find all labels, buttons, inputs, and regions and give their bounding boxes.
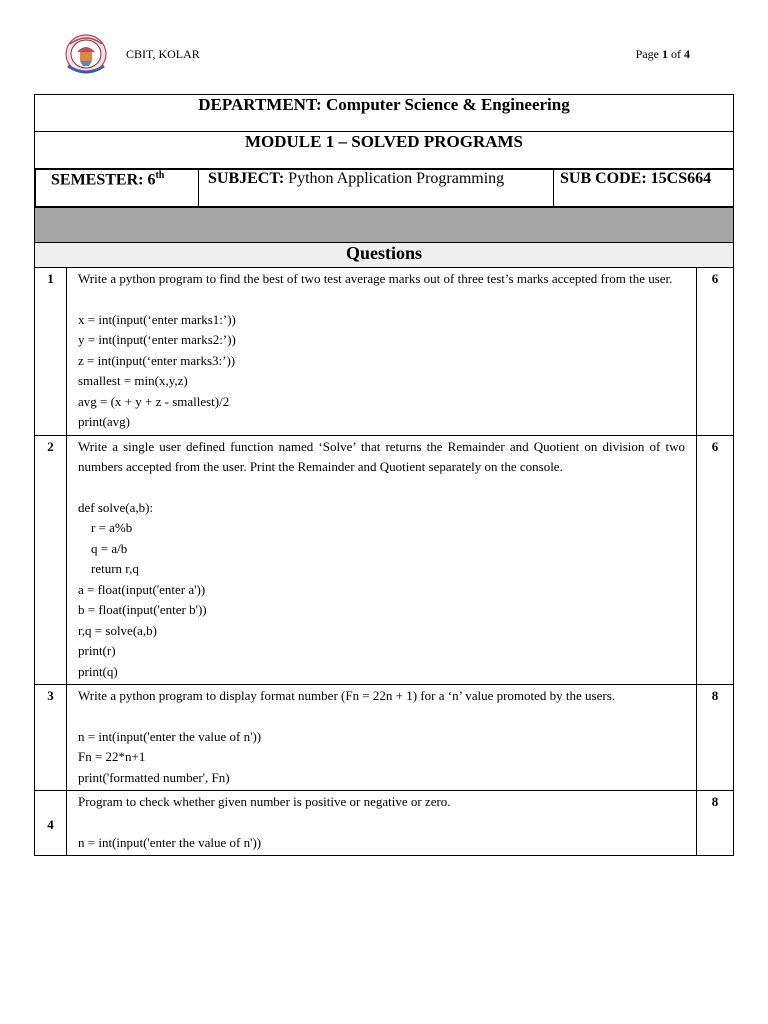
code-line: b = float(input('enter b')) — [78, 602, 207, 617]
code-line: print(q) — [78, 663, 118, 679]
question-marks: 8 — [696, 791, 733, 856]
code-line: n = int(input('enter the value of n')) — [78, 834, 262, 850]
code-line: r = a%b — [78, 520, 133, 535]
code-line: print(avg) — [78, 414, 130, 429]
code-block — [78, 498, 685, 683]
code-line: print(r) — [78, 643, 116, 658]
module-row — [35, 132, 734, 169]
question-body — [67, 268, 697, 436]
question-row-2 — [35, 435, 734, 685]
subcode-cell: SUB CODE: 15CS664 — [554, 170, 734, 207]
question-text: Write a single user defined function named ‘Solve’ that returns the Remainder and Quotient on division of two numbers accepted from the user. Print the Remainder and Quotient separately on the console. — [78, 438, 685, 474]
page-number: Page 1 of 4 — [635, 47, 690, 61]
question-marks: 6 — [696, 268, 733, 436]
question-number: 1 — [35, 268, 67, 436]
code-line: r,q = solve(a,b) — [78, 622, 158, 638]
code-line: print('formatted number', Fn) — [78, 769, 230, 785]
college-name: CBIT, KOLAR — [126, 47, 200, 61]
code-line: n = int(input('enter the value of n')) — [78, 728, 262, 744]
code-line: a = float(input('enter a')) — [78, 581, 206, 597]
question-row-4 — [35, 791, 734, 856]
code-line: avg = (x + y + z - smallest)/2 — [78, 393, 230, 409]
course-info-row — [35, 169, 734, 208]
department-row — [35, 95, 734, 132]
questions-heading-row — [35, 243, 734, 268]
code-block — [78, 833, 685, 854]
department-title: DEPARTMENT: Computer Science & Engineering — [35, 95, 734, 132]
code-line: y = int(input(‘enter marks2:’)) — [78, 332, 236, 347]
code-block — [78, 310, 685, 433]
questions-heading: Questions — [35, 243, 734, 268]
question-marks: 6 — [696, 435, 733, 685]
code-block — [78, 727, 685, 789]
question-text: Program to check whether given number is positive or negative or zero. — [78, 794, 451, 809]
college-emblem-icon — [58, 30, 114, 80]
code-line: q = a/b — [78, 540, 128, 556]
module-title: MODULE 1 – SOLVED PROGRAMS — [35, 132, 734, 169]
question-number: 3 — [35, 685, 67, 791]
question-body — [67, 685, 697, 791]
question-row-1 — [35, 268, 734, 436]
code-line: smallest = min(x,y,z) — [78, 373, 188, 388]
code-line: Fn = 22*n+1 — [78, 749, 146, 764]
shaded-separator-row — [35, 208, 734, 243]
semester-cell: SEMESTER: 6th — [36, 170, 199, 207]
code-line: def solve(a,b): — [78, 499, 154, 515]
page-header — [0, 30, 768, 80]
code-line: z = int(input(‘enter marks3:’)) — [78, 352, 236, 368]
solved-programs-table — [34, 94, 734, 856]
code-line: return r,q — [78, 561, 139, 576]
code-line: x = int(input(‘enter marks1:’)) — [78, 311, 236, 327]
question-text: Write a python program to display format number (Fn = 22n + 1) for a ‘n’ value promoted by the users. — [78, 688, 616, 703]
question-number: 2 — [35, 435, 67, 685]
question-row-3 — [35, 685, 734, 791]
question-body — [67, 791, 697, 856]
question-marks: 8 — [696, 685, 733, 791]
subject-cell: SUBJECT: Python Application Programming — [199, 170, 554, 207]
question-body — [67, 435, 697, 685]
question-number: 4 — [35, 791, 67, 856]
question-text: Write a python program to find the best of two test average marks out of three test’s marks accepted from the user. — [78, 271, 673, 286]
